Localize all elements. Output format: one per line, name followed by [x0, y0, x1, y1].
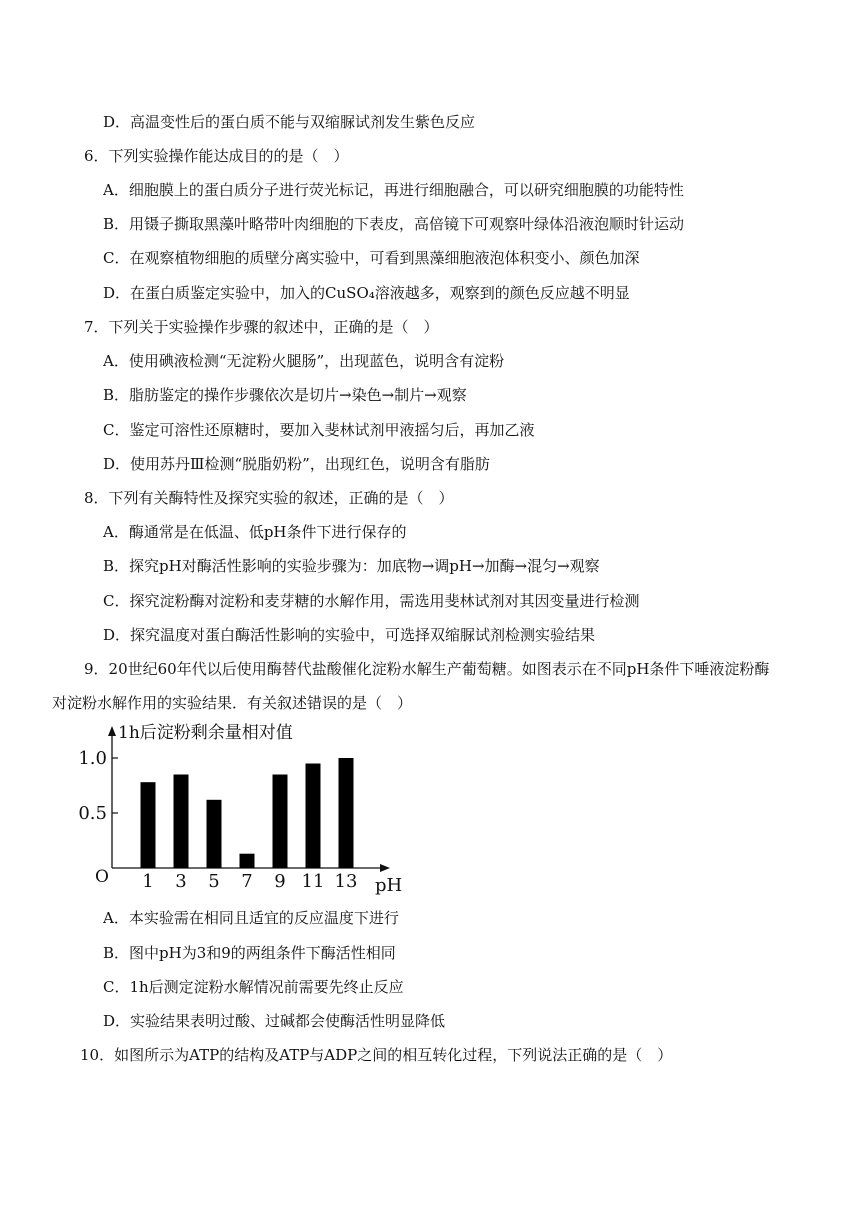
x-tick-label: 13	[334, 871, 358, 892]
y-axis-arrow	[108, 726, 116, 736]
q5-option-d: D．高温变性后的蛋白质不能与双缩脲试剂发生紫色反应	[103, 113, 476, 131]
q9-stem: 9．20世纪60年代以后使用酶替代盐酸催化淀粉水解生产葡萄糖。如图表示在不同pH条件下唾液淀粉酶	[84, 660, 770, 678]
x-tick-label: 9	[274, 871, 286, 892]
chart-bars	[141, 758, 354, 868]
x-tick-label: 11	[301, 871, 325, 892]
q8-option-b: B．探究pH对酶活性影响的实验步骤为：加底物→调pH→加酶→混匀→观察	[103, 557, 600, 575]
bar-ph-7	[240, 854, 255, 868]
y-tick-label: 0.5	[78, 803, 107, 824]
bar-ph-13	[339, 758, 354, 868]
starch-remaining-bar-chart	[75, 718, 415, 898]
q8-option-a: A．酶通常是在低温、低pH条件下进行保存的	[103, 523, 407, 541]
x-tick-label: 7	[241, 871, 253, 892]
q9-option-c: C．1h后测定淀粉水解情况前需要先终止反应	[103, 978, 404, 996]
q7-option-a: A．使用碘液检测“无淀粉火腿肠”，出现蓝色，说明含有淀粉	[103, 352, 505, 370]
y-axis-title: 1h后淀粉剩余量相对值	[118, 723, 293, 743]
q10-stem: 10．如图所示为ATP的结构及ATP与ADP之间的相互转化过程，下列说法正确的是（ ）	[80, 1046, 673, 1064]
x-axis-arrow	[380, 864, 390, 872]
x-tick-label: 5	[208, 871, 220, 892]
q6-option-c: C．在观察植物细胞的质壁分离实验中，可看到黑藻细胞液泡体积变小、颜色加深	[103, 249, 640, 267]
q7-option-b: B．脂肪鉴定的操作步骤依次是切片→染色→制片→观察	[103, 386, 467, 404]
q8-option-d: D．探究温度对蛋白酶活性影响的实验中，可选择双缩脲试剂检测实验结果	[103, 626, 596, 644]
q9-option-a: A．本实验需在相同且适宜的反应温度下进行	[103, 909, 399, 927]
q7-option-c: C．鉴定可溶性还原糖时，要加入斐林试剂甲液摇匀后，再加乙液	[103, 421, 535, 439]
q6-option-b: B．用镊子撕取黑藻叶略带叶肉细胞的下表皮，高倍镜下可观察叶绿体沿液泡顺时针运动	[103, 215, 685, 233]
q6-option-d: D．在蛋白质鉴定实验中，加入的CuSO₄溶液越多，观察到的颜色反应越不明显	[103, 284, 630, 302]
x-tick-label: 3	[175, 871, 187, 892]
bar-ph-9	[273, 775, 288, 869]
bar-ph-5	[207, 800, 222, 868]
origin-label: O	[95, 867, 109, 887]
q8-stem: 8．下列有关酶特性及探究实验的叙述，正确的是（ ）	[84, 489, 454, 507]
q7-option-d: D．使用苏丹Ⅲ检测“脱脂奶粉”，出现红色，说明含有脂肪	[103, 455, 490, 473]
q6-stem: 6．下列实验操作能达成目的的是（ ）	[84, 147, 349, 165]
q6-option-a: A．细胞膜上的蛋白质分子进行荧光标记，再进行细胞融合，可以研究细胞膜的功能特性	[103, 181, 684, 199]
q9-stem-continued: 对淀粉水解作用的实验结果．有关叙述错误的是（ ）	[52, 694, 413, 712]
q9-option-b: B．图中pH为3和9的两组条件下酶活性相同	[103, 944, 396, 962]
bar-ph-1	[141, 782, 156, 868]
x-axis-title: pH	[375, 875, 403, 896]
chart-labels	[78, 723, 402, 896]
x-tick-label: 1	[142, 871, 154, 892]
y-tick-label: 1.0	[78, 748, 107, 769]
q7-stem: 7．下列关于实验操作步骤的叙述中，正确的是（ ）	[84, 318, 439, 336]
q9-option-d: D．实验结果表明过酸、过碱都会使酶活性明显降低	[103, 1012, 446, 1030]
bar-ph-11	[306, 764, 321, 869]
q8-option-c: C．探究淀粉酶对淀粉和麦芽糖的水解作用，需选用斐林试剂对其因变量进行检测	[103, 592, 640, 610]
bar-ph-3	[174, 775, 189, 869]
